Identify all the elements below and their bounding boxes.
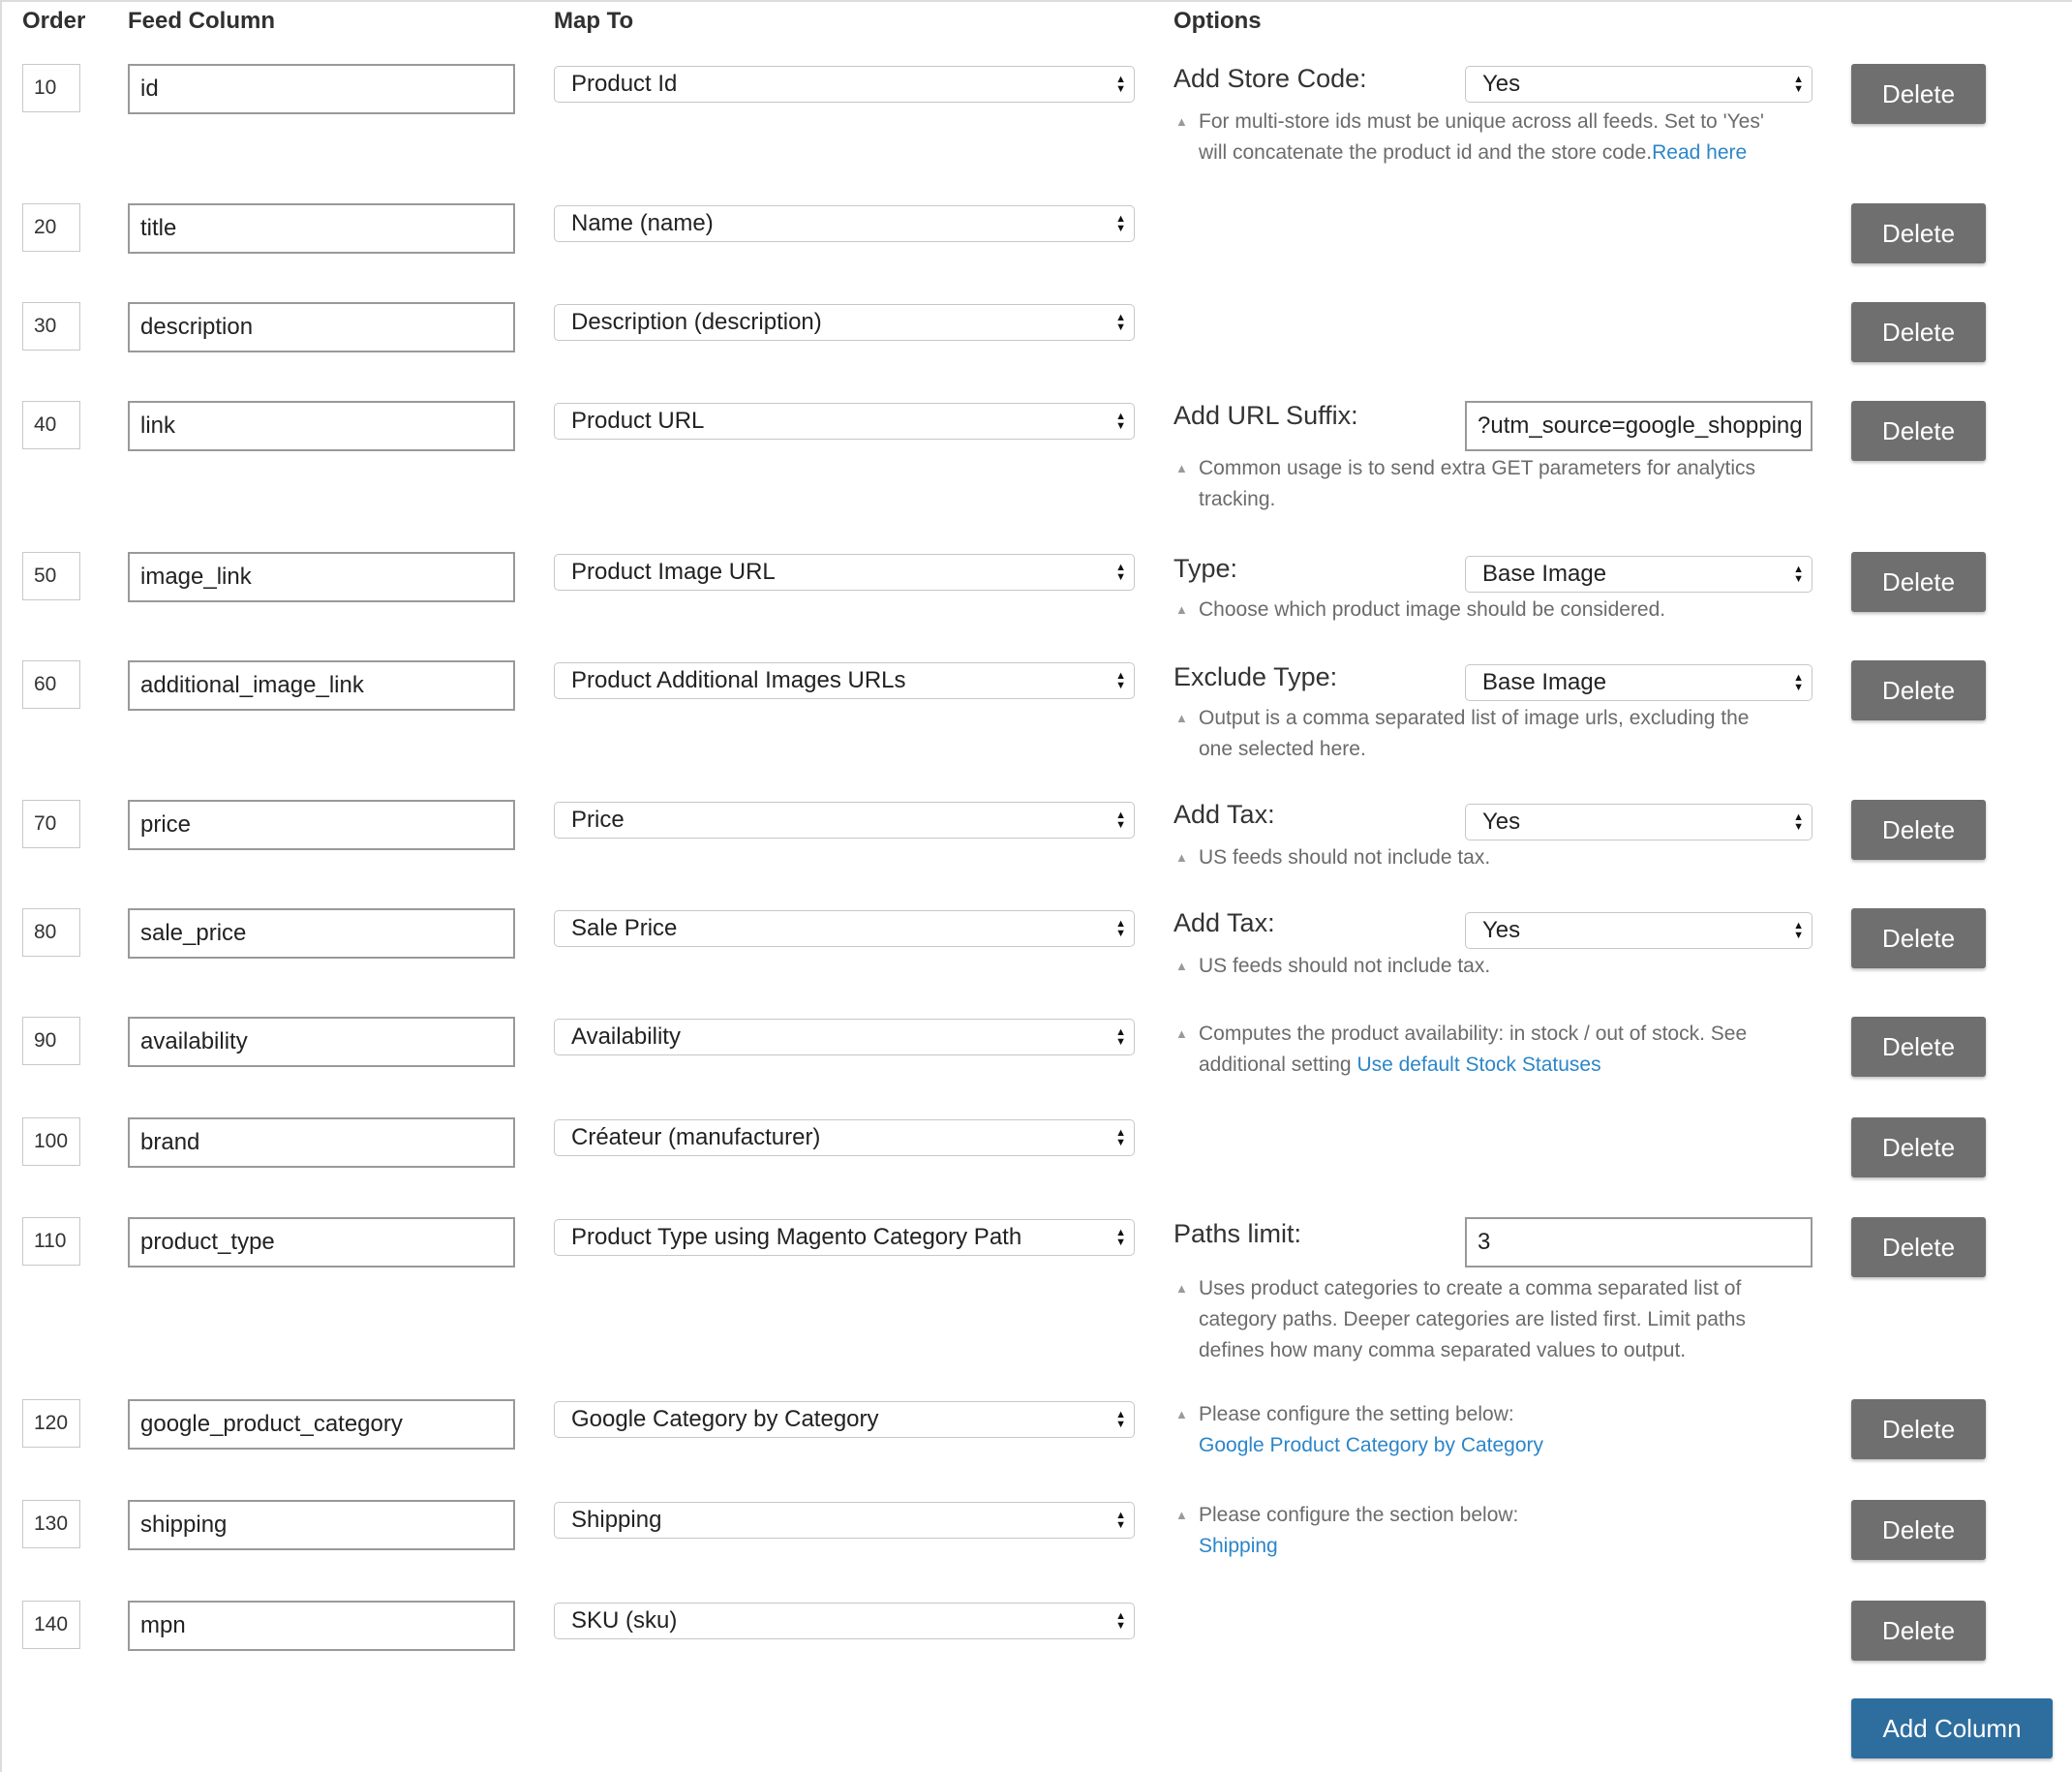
option-select[interactable]: [1465, 556, 1813, 593]
option-note: [1175, 703, 1814, 765]
option-note: [1175, 453, 1814, 515]
delete-button[interactable]: Delete: [1851, 1601, 1986, 1661]
feed-column-input[interactable]: description: [128, 302, 515, 352]
option-select-value: Yes: [1482, 917, 1521, 943]
option-note: [1175, 1399, 1814, 1461]
option-note: [1175, 951, 1814, 982]
map-to-value: Shipping: [571, 1507, 662, 1533]
triangle-up-icon: ▲: [1175, 850, 1188, 865]
table-row: [2, 1017, 2072, 1075]
feed-column-input[interactable]: additional_image_link: [128, 660, 515, 711]
map-to-value: Name (name): [571, 210, 714, 236]
feed-column-input[interactable]: sale_price: [128, 908, 515, 959]
note-link[interactable]: Read here: [1652, 141, 1748, 164]
updown-arrows-icon: ▲ ▼: [1115, 562, 1126, 583]
feed-column-input[interactable]: product_type: [128, 1217, 515, 1268]
map-to-select[interactable]: [554, 66, 1135, 103]
table-row: [2, 401, 2072, 510]
table-row: [2, 552, 2072, 621]
table-row: [2, 800, 2072, 869]
note-text: Choose which product image should be considered.: [1199, 598, 1666, 621]
feed-column-input[interactable]: mpn: [128, 1601, 515, 1651]
order-input[interactable]: 50: [22, 552, 80, 600]
updown-arrows-icon: ▲ ▼: [1793, 74, 1804, 95]
delete-button[interactable]: Delete: [1851, 908, 1986, 968]
note-link[interactable]: Google Product Category by Category: [1199, 1434, 1544, 1456]
updown-arrows-icon: ▲ ▼: [1793, 564, 1804, 585]
option-input[interactable]: ?utm_source=google_shopping: [1465, 401, 1813, 451]
note-text: Please configure the section below:: [1199, 1504, 1519, 1526]
map-to-value: Description (description): [571, 309, 822, 335]
order-input[interactable]: 140: [22, 1601, 80, 1649]
updown-arrows-icon: ▲ ▼: [1115, 74, 1126, 95]
map-to-select[interactable]: [554, 1502, 1135, 1539]
note-text: Output is a comma separated list of image urls, excluding the: [1199, 707, 1750, 729]
updown-arrows-icon: ▲ ▼: [1115, 411, 1126, 432]
option-label: Add URL Suffix:: [1173, 401, 1358, 430]
note-text: category paths. Deeper categories are listed first. Limit paths: [1199, 1308, 1746, 1330]
triangle-up-icon: ▲: [1175, 1407, 1188, 1421]
option-select-value: Base Image: [1482, 669, 1607, 695]
note-text: additional setting: [1199, 1054, 1357, 1076]
delete-button[interactable]: Delete: [1851, 800, 1986, 860]
triangle-up-icon: ▲: [1175, 1508, 1188, 1522]
map-to-select[interactable]: [554, 662, 1135, 699]
order-input[interactable]: 130: [22, 1500, 80, 1548]
order-input[interactable]: 60: [22, 660, 80, 709]
order-input[interactable]: 120: [22, 1399, 80, 1448]
note-text: US feeds should not include tax.: [1199, 955, 1491, 977]
delete-button[interactable]: Delete: [1851, 1017, 1986, 1077]
map-to-select[interactable]: [554, 205, 1135, 242]
updown-arrows-icon: ▲ ▼: [1793, 920, 1804, 941]
feed-column-input[interactable]: google_product_category: [128, 1399, 515, 1450]
delete-button[interactable]: Delete: [1851, 660, 1986, 720]
feed-column-input[interactable]: image_link: [128, 552, 515, 602]
delete-button[interactable]: Delete: [1851, 1217, 1986, 1277]
option-note: [1175, 1273, 1814, 1366]
updown-arrows-icon: ▲ ▼: [1115, 670, 1126, 691]
note-text: defines how many comma separated values to output.: [1199, 1339, 1687, 1361]
note-text: For multi-store ids must be unique across all feeds. Set to 'Yes': [1199, 110, 1764, 133]
map-to-value: Product Type using Magento Category Path: [571, 1224, 1022, 1250]
note-text: US feeds should not include tax.: [1199, 846, 1491, 869]
updown-arrows-icon: ▲ ▼: [1115, 1227, 1126, 1248]
delete-button[interactable]: Delete: [1851, 1500, 1986, 1560]
map-to-value: Price: [571, 807, 625, 833]
note-text: Please configure the setting below:: [1199, 1403, 1514, 1425]
header-order: Order: [22, 8, 86, 34]
table-row: [2, 64, 2072, 164]
triangle-up-icon: ▲: [1175, 114, 1188, 129]
header-options: Options: [1173, 8, 1262, 34]
triangle-up-icon: ▲: [1175, 461, 1188, 475]
delete-button[interactable]: Delete: [1851, 552, 1986, 612]
note-text: Uses product categories to create a comma separated list of: [1199, 1277, 1742, 1299]
option-select-value: Yes: [1482, 809, 1521, 835]
delete-button[interactable]: Delete: [1851, 64, 1986, 124]
table-row: [2, 660, 2072, 760]
delete-button[interactable]: Delete: [1851, 401, 1986, 461]
note-text: tracking.: [1199, 488, 1276, 510]
map-to-value: Créateur (manufacturer): [571, 1124, 821, 1150]
table-row: [2, 1500, 2072, 1558]
option-label: Add Store Code:: [1173, 64, 1367, 93]
map-to-value: Sale Price: [571, 915, 678, 941]
map-to-select[interactable]: [554, 1219, 1135, 1256]
option-select-value: Base Image: [1482, 561, 1607, 587]
order-input[interactable]: 70: [22, 800, 80, 848]
option-input[interactable]: 3: [1465, 1217, 1813, 1268]
option-note: [1175, 842, 1814, 873]
feed-column-input[interactable]: availability: [128, 1017, 515, 1067]
option-select[interactable]: [1465, 66, 1813, 103]
updown-arrows-icon: ▲ ▼: [1115, 810, 1126, 831]
order-input[interactable]: 100: [22, 1117, 80, 1166]
map-to-select[interactable]: [554, 1401, 1135, 1438]
order-input[interactable]: 110: [22, 1217, 80, 1266]
updown-arrows-icon: ▲ ▼: [1793, 672, 1804, 693]
updown-arrows-icon: ▲ ▼: [1115, 918, 1126, 939]
map-to-value: Product URL: [571, 408, 705, 434]
header-feed-column: Feed Column: [128, 8, 276, 34]
note-text: Common usage is to send extra GET parameters for analytics: [1199, 457, 1756, 479]
option-label: Add Tax:: [1173, 800, 1275, 829]
updown-arrows-icon: ▲ ▼: [1115, 1409, 1126, 1430]
note-text: Computes the product availability: in stock / out of stock. See: [1199, 1023, 1748, 1045]
updown-arrows-icon: ▲ ▼: [1115, 1510, 1126, 1531]
updown-arrows-icon: ▲ ▼: [1115, 213, 1126, 234]
option-select[interactable]: [1465, 804, 1813, 840]
note-link[interactable]: Shipping: [1199, 1535, 1278, 1557]
feed-column-input[interactable]: shipping: [128, 1500, 515, 1550]
add-column-button[interactable]: Add Column: [1851, 1698, 2053, 1758]
option-label: Paths limit:: [1173, 1219, 1302, 1248]
updown-arrows-icon: ▲ ▼: [1793, 811, 1804, 833]
order-input[interactable]: 30: [22, 302, 80, 351]
order-input[interactable]: 10: [22, 64, 80, 112]
feed-column-input[interactable]: link: [128, 401, 515, 451]
option-select-value: Yes: [1482, 71, 1521, 97]
option-note: [1175, 107, 1814, 168]
feed-column-input[interactable]: id: [128, 64, 515, 114]
feed-column-input[interactable]: price: [128, 800, 515, 850]
delete-button[interactable]: Delete: [1851, 1117, 1986, 1177]
map-to-select[interactable]: [554, 910, 1135, 947]
header-map-to: Map To: [554, 8, 634, 34]
table-row: [2, 203, 2072, 261]
option-label: Exclude Type:: [1173, 662, 1338, 691]
order-input[interactable]: 20: [22, 203, 80, 252]
triangle-up-icon: ▲: [1175, 1281, 1188, 1296]
map-to-select[interactable]: [554, 403, 1135, 440]
feed-column-input[interactable]: brand: [128, 1117, 515, 1168]
triangle-up-icon: ▲: [1175, 711, 1188, 725]
map-to-value: Product Id: [571, 71, 678, 97]
order-input[interactable]: 90: [22, 1017, 80, 1065]
option-note: [1175, 1019, 1814, 1081]
note-text: one selected here.: [1199, 738, 1366, 760]
order-input[interactable]: 80: [22, 908, 80, 957]
table-row: [2, 1601, 2072, 1659]
table-row: [2, 908, 2072, 977]
triangle-up-icon: ▲: [1175, 959, 1188, 973]
map-to-select[interactable]: [554, 1603, 1135, 1639]
triangle-up-icon: ▲: [1175, 1026, 1188, 1041]
map-to-value: Product Additional Images URLs: [571, 667, 906, 693]
map-to-select[interactable]: [554, 1119, 1135, 1156]
updown-arrows-icon: ▲ ▼: [1115, 1026, 1126, 1048]
map-to-value: SKU (sku): [571, 1607, 678, 1634]
note-link[interactable]: Use default Stock Statuses: [1356, 1054, 1601, 1076]
option-label: Add Tax:: [1173, 908, 1275, 937]
delete-button[interactable]: Delete: [1851, 302, 1986, 362]
order-input[interactable]: 40: [22, 401, 80, 449]
option-label: Type:: [1173, 554, 1238, 583]
option-select[interactable]: [1465, 912, 1813, 949]
map-to-select[interactable]: [554, 304, 1135, 341]
map-to-value: Availability: [571, 1023, 681, 1050]
option-note: [1175, 1500, 1814, 1562]
map-to-value: Product Image URL: [571, 559, 776, 585]
map-to-value: Google Category by Category: [571, 1406, 879, 1432]
triangle-up-icon: ▲: [1175, 602, 1188, 617]
updown-arrows-icon: ▲ ▼: [1115, 312, 1126, 333]
note-text: will concatenate the product id and the store code.: [1199, 141, 1653, 164]
delete-button[interactable]: Delete: [1851, 1399, 1986, 1459]
map-to-select[interactable]: [554, 1019, 1135, 1055]
map-to-select[interactable]: [554, 802, 1135, 839]
option-select[interactable]: [1465, 664, 1813, 701]
option-note: [1175, 595, 1814, 626]
map-to-select[interactable]: [554, 554, 1135, 591]
table-row: [2, 1117, 2072, 1176]
delete-button[interactable]: Delete: [1851, 203, 1986, 263]
updown-arrows-icon: ▲ ▼: [1115, 1610, 1126, 1632]
table-row: [2, 1217, 2072, 1361]
table-row: [2, 1399, 2072, 1457]
feed-column-input[interactable]: title: [128, 203, 515, 254]
updown-arrows-icon: ▲ ▼: [1115, 1127, 1126, 1148]
table-row: [2, 302, 2072, 360]
